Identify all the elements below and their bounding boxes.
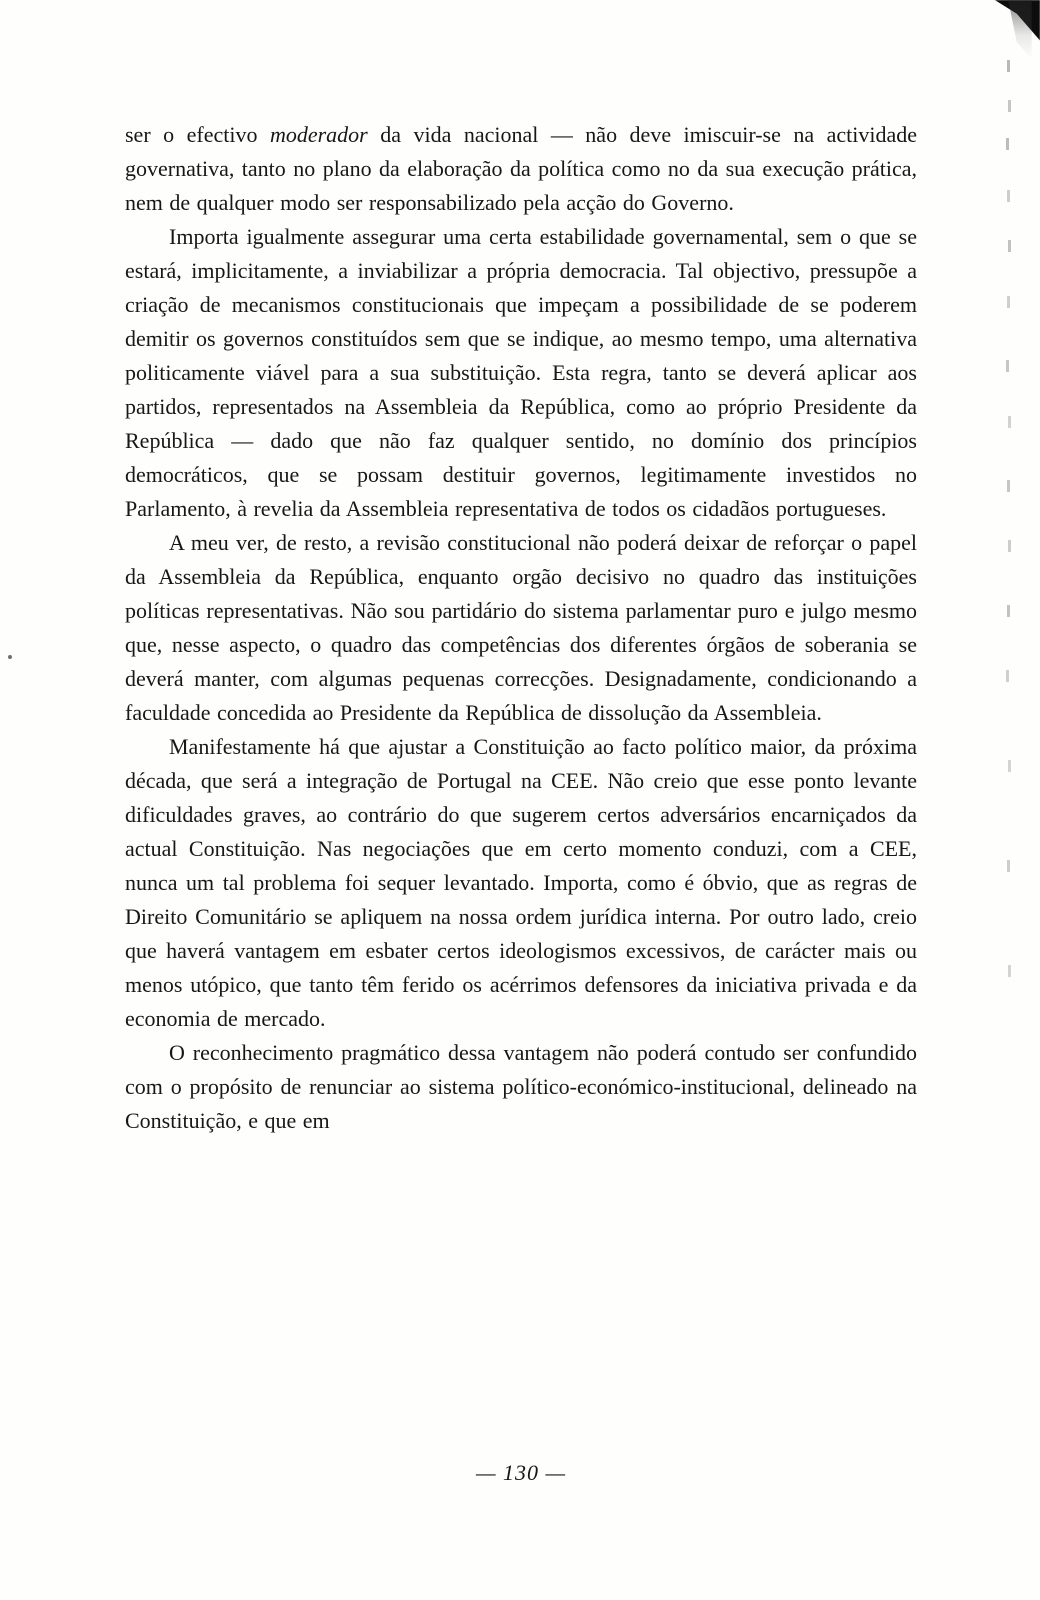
italic-word-moderador: moderador (269, 122, 368, 147)
paragraph-3: A meu ver, de resto, a revisão constitucional não poderá deixar de reforçar o papel da Assembleia da República, enquanto orgão decisivo no quadro das instituições políticas representativas. Não sou partidário do sistema parlamentar puro e julgo mesmo que, nesse aspecto, o quadro das competências dos diferentes órgãos de soberania se deverá manter, com algumas pequenas correcções. Designadamente, condicionando a faculdade concedida ao Presidente da República de dissolução da Assembleia. (125, 530, 917, 725)
paragraph-4: Manifestamente há que ajustar a Constituição ao facto político maior, da próxima década, que será a integração de Portugal na CEE. Não creio que esse ponto levante dificuldades graves, ao contrário do que sugerem certos adversários encarniçados da actual Constituição. Nas negociações que em certo momento conduzi, com a CEE, nunca um tal problema foi sequer levantado. Importa, como é óbvio, que as regras de Direito Comunitário se apliquem na nossa ordem jurídica interna. Por outro lado, creio que haverá vantagem em esbater certos ideologismos excessivos, de carácter mais ou menos utópico, que tanto têm ferido os acérrimos defensores da iniciativa privada e da economia de mercado. (125, 734, 917, 1031)
paragraph-1 (125, 118, 917, 220)
paragraph-1-text-before: ser o efectivo (125, 122, 270, 147)
page-text-block (125, 118, 917, 1138)
paragraph-5: O reconhecimento pragmático dessa vantagem não poderá contudo ser confundido com o propósito de renunciar ao sistema político-económico-institucional, delineado na Constituição, e que em (125, 1040, 917, 1133)
scan-dot-artifact (8, 655, 12, 659)
paragraph-1-text-after: da vida nacional — não deve imiscuir-se na actividade governativa, tanto no plano da elaboração da política como no da sua execução prática, nem de qualquer modo ser responsabilizado pela acção do Governo. (125, 122, 917, 215)
paragraph-2: Importa igualmente assegurar uma certa estabilidade governamental, sem o que se estará, implicitamente, a inviabilizar a própria democracia. Tal objectivo, pressupõe a criação de mecanismos constitucionais que impeçam a possibilidade de se poderem demitir os governos constituídos sem que se indique, ao mesmo tempo, uma alternativa politicamente viável para a sua substituição. Esta regra, tanto se deverá aplicar aos partidos, representados na Assembleia da República, como ao próprio Presidente da República — dado que não faz qualquer sentido, no domínio dos princípios democráticos, que se possam destituir governos, legitimamente investidos no Parlamento, à revelia da Assembleia representativa de todos os cidadãos portugueses. (125, 224, 917, 521)
page-number: — 130 — (475, 1460, 567, 1485)
scan-edge-marks (1007, 60, 1010, 72)
scan-corner-smudge (998, 0, 1032, 60)
